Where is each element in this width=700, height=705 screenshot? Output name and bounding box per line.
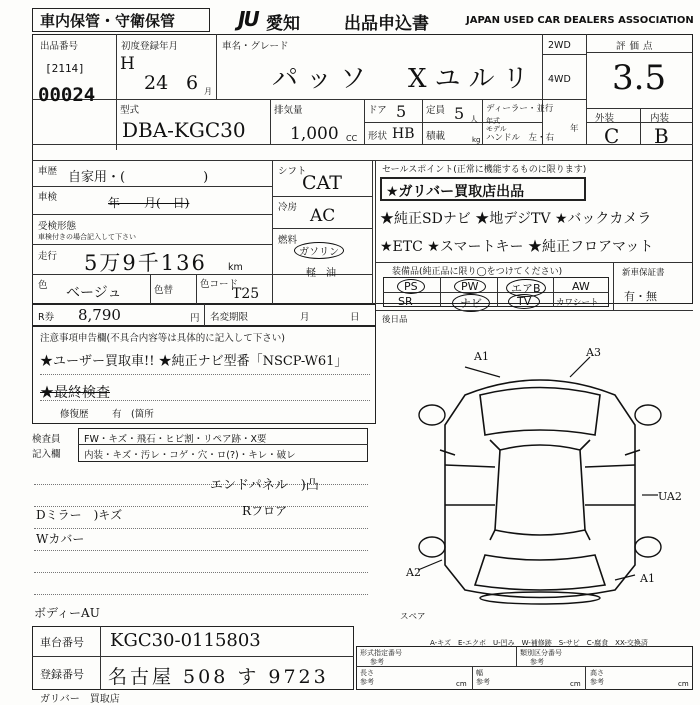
equip-navi: ナビ	[452, 294, 490, 312]
capacity-unit: 人	[470, 115, 478, 124]
color: ベージュ	[66, 285, 122, 301]
lot-number: 00024	[38, 84, 96, 106]
form-label: 受検形態	[38, 221, 77, 232]
equip-leather: カワシート	[556, 298, 599, 308]
spare-label: スペア	[400, 612, 426, 622]
height-ref: 参考	[590, 678, 604, 686]
car-damage-diagram	[410, 355, 670, 615]
lot-label: 出品番号	[40, 41, 79, 52]
damage-legend: A-キズ E-エクボ U-凹み W-補修跡 S-サビ C-腐食 XX-交換済	[430, 639, 648, 647]
handle-label: ハンドル 左・右	[486, 133, 555, 143]
equip-tv: TV	[508, 294, 540, 309]
form-note: 車検付きの場合記入して下さい	[38, 233, 136, 241]
color-code: T25	[232, 286, 260, 302]
interior-grade: B	[654, 124, 669, 148]
exterior-grade: C	[604, 124, 620, 148]
recycle-yen: 円	[190, 313, 200, 324]
inspection-value: 年 月( 日)	[108, 196, 190, 210]
name-change-label: 名変期限	[210, 312, 249, 323]
inspection-label: 車検	[38, 192, 58, 203]
color-label: 色	[38, 280, 48, 291]
inspector-row-2: 内装・キズ・汚レ・コゲ・穴・ロ(?)・キレ・破レ	[84, 450, 296, 461]
history-label: 車歴	[38, 166, 58, 177]
reg-year: 24	[144, 72, 169, 94]
form-title: 出品申込書	[344, 14, 429, 34]
notes-line-1: ★ユーザー買取車!! ★純正ナビ型番「NSCP-W61」	[40, 354, 348, 369]
year-unit: 年	[570, 124, 579, 134]
rear-items-label: 後日品	[382, 315, 408, 325]
notes-line-2: ★最終検査	[40, 385, 110, 401]
shift-label: シフト	[278, 166, 307, 177]
mileage-label: 走行	[38, 251, 58, 262]
shift: CAT	[302, 172, 342, 194]
type-designation-ref: 参考	[370, 658, 384, 666]
capacity-label: 定員	[426, 105, 446, 116]
equip-pw: PW	[454, 279, 486, 294]
name-change-day: 日	[350, 312, 360, 323]
inspector-note-1: エンドパネル )凸	[210, 478, 319, 493]
reg-era: H	[120, 54, 135, 74]
inspector-note-3: Dミラー )キズ	[36, 508, 123, 522]
length-cm: cm	[456, 680, 467, 688]
type-designation-label: 形式指定番号	[360, 649, 402, 657]
reg-year-label: 初度登録年月	[121, 41, 179, 52]
fuel-diesel: 軽 油	[306, 268, 336, 279]
car-name-label: 車名・グレード	[222, 41, 289, 52]
equip-sr: SR	[398, 295, 413, 308]
dealer-label: ディーラー・並行	[486, 104, 554, 114]
score: 3.5	[612, 58, 667, 98]
fuel-gasoline: ガソリン	[294, 242, 344, 259]
color-change-label: 色替	[154, 285, 174, 296]
width-ref: 参考	[476, 678, 490, 686]
exterior-label: 外装	[595, 113, 615, 124]
length-label: 長さ	[360, 669, 374, 677]
doors-label: ドア	[368, 105, 387, 116]
score-label: 評価点	[616, 41, 657, 52]
fuel-label: 燃料	[278, 235, 298, 246]
warranty-label: 新車保証書	[622, 268, 665, 278]
damage-mark-a1-rear: A1	[640, 572, 655, 585]
class-number-ref: 参考	[530, 658, 544, 666]
chassis-label: 車台番号	[40, 636, 84, 649]
length-ref: 参考	[360, 678, 374, 686]
org-name: 愛知	[266, 14, 300, 34]
selling-line-1: ★純正SDナビ ★地デジTV ★バックカメラ	[380, 211, 652, 227]
capacity: 5	[454, 104, 465, 123]
damage-mark-ua2: UA2	[658, 490, 682, 503]
lot-sub: [2114]	[45, 62, 85, 75]
mileage: 5万9千136	[84, 251, 207, 275]
equip-airbag: エアB	[506, 279, 546, 297]
model: DBA-KGC30	[122, 118, 246, 142]
height-cm: cm	[678, 680, 689, 688]
repair-value: 有 (箇所	[112, 409, 154, 420]
history-value: 自家用・( )	[68, 170, 209, 185]
association-name: JAPAN USED CAR DEALERS ASSOCIATION	[466, 15, 694, 26]
plate-number: 名古屋 508 す 9723	[108, 666, 329, 688]
width-cm: cm	[570, 680, 581, 688]
shape: HB	[392, 126, 415, 142]
damage-mark-a2: A2	[406, 566, 421, 579]
inspector-note-2: Rフロア	[242, 504, 288, 518]
displacement: 1,000	[290, 124, 339, 144]
plate-label: 登録番号	[40, 668, 84, 681]
bottom-note: ガリバー 買取店	[40, 694, 120, 705]
equip-ps: PS	[397, 279, 425, 294]
drive-2wd: 2WD	[548, 40, 571, 51]
recycle-amount: 8,790	[78, 306, 121, 324]
model-label: 型式	[120, 105, 140, 116]
reg-month-unit: 月	[204, 87, 212, 96]
load-label: 積載	[426, 131, 446, 142]
year-model-label: 年式 モデル	[486, 117, 507, 133]
interior-label: 内装	[650, 113, 670, 124]
equipment-title: 装備品(純正品に限り◯をつけてください)	[392, 267, 563, 277]
class-number-label: 類別区分番号	[520, 649, 562, 657]
shape-label: 形状	[368, 131, 388, 142]
repair-label: 修復歴	[60, 409, 89, 420]
km-unit: km	[228, 262, 243, 273]
recycle-label: R券	[38, 312, 55, 323]
inspector-row-1: FW・キズ・飛石・ヒビ割・リペア跡・X要	[84, 434, 267, 445]
inspector-label-1: 検査員	[32, 434, 61, 445]
notes-title: 注意事項申告欄(不具合内容等は具体的に記入して下さい)	[40, 333, 285, 344]
name-change-month: 月	[300, 312, 310, 323]
inspector-note-4: Wカバー	[36, 532, 85, 546]
ac: AC	[310, 206, 336, 226]
damage-mark-a1-front: A1	[474, 350, 489, 363]
selling-line-2: ★ETC ★スマートキー ★純正フロアマット	[380, 239, 654, 255]
color-code-label: 色コード	[200, 279, 239, 290]
inspector-note-5: ボディーAU	[34, 606, 100, 620]
height-label: 高さ	[590, 669, 604, 677]
damage-mark-a3: A3	[586, 346, 601, 359]
ju-logo: JU	[238, 7, 258, 31]
displacement-label: 排気量	[274, 105, 303, 116]
storage-type: 車内保管・守衛保管	[40, 12, 176, 30]
reg-month: 6	[186, 72, 199, 94]
gulliver-stamp: ★ガリバー買取店出品	[386, 184, 525, 200]
kg-unit: kg	[472, 136, 481, 144]
warranty-value: 有・無	[624, 290, 657, 303]
ac-label: 冷房	[278, 202, 298, 213]
selling-points-title: セールスポイント(正常に機能するものに限ります)	[382, 165, 587, 175]
equip-aw: AW	[572, 280, 590, 293]
chassis-number: KGC30-0115803	[110, 630, 261, 651]
width-label: 幅	[476, 669, 483, 677]
cc-unit: CC	[346, 134, 358, 143]
doors: 5	[396, 102, 407, 121]
inspector-label-2: 記入欄	[32, 449, 61, 460]
drive-4wd: 4WD	[548, 74, 571, 85]
car-name: パッソ Xユルリ	[272, 64, 537, 94]
